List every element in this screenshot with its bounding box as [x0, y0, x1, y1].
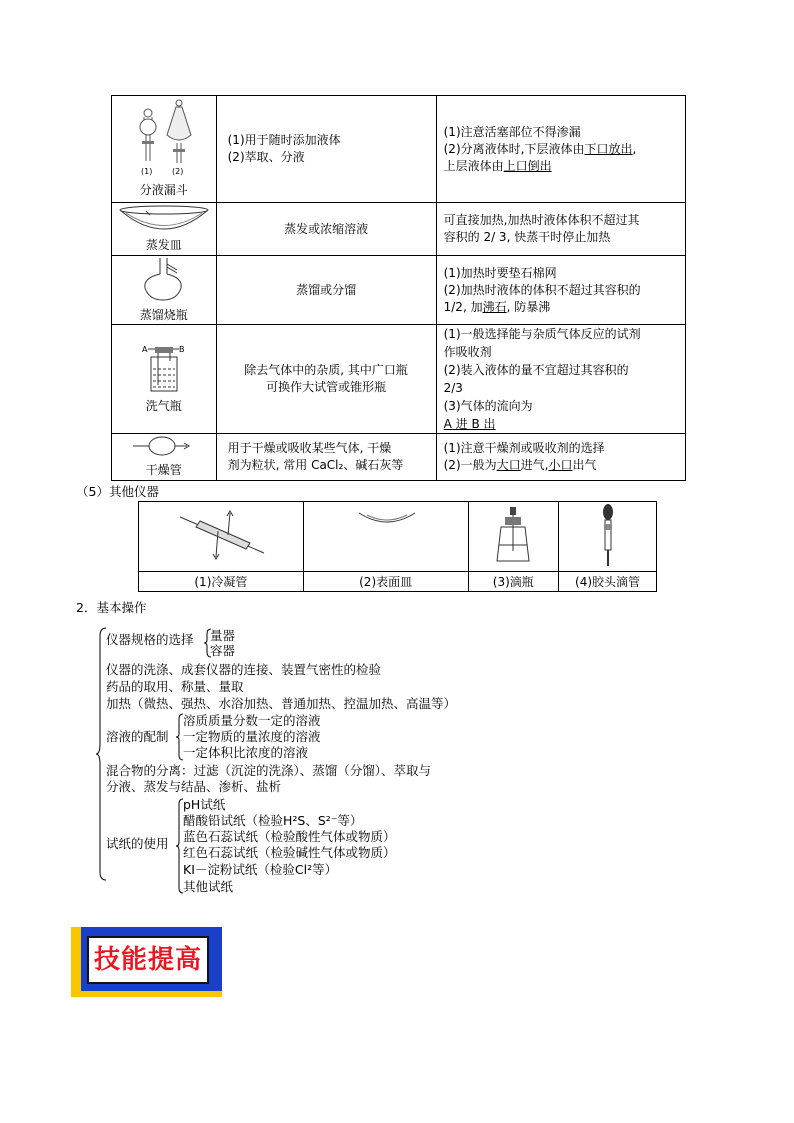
- instrument-cell: [112, 434, 217, 481]
- use-line: (2)萃取、分液: [227, 150, 305, 164]
- note-line: (3)气体的流向为: [443, 399, 533, 413]
- outlet-label: B: [178, 345, 185, 354]
- op-separation: 分液、蒸发与结晶、渗析、盐析: [106, 779, 282, 794]
- note-line: 上层液体由上口倒出: [443, 158, 552, 173]
- note-line: (2)分离液体时,下层液体由下口放出,: [443, 141, 637, 156]
- skill-banner: [71, 927, 222, 997]
- paper-item: 红色石蕊试纸（检验碱性气体或物质）: [183, 845, 396, 860]
- caption: (2)表面皿: [303, 572, 468, 592]
- gas-washing-bottle-icon: [139, 343, 189, 393]
- instrument-table: [111, 95, 686, 481]
- table-row: [112, 325, 686, 434]
- op-drug: 药品的取用、称量、量取: [106, 679, 244, 694]
- instrument-name: 分液漏斗: [139, 183, 188, 197]
- table-row: [112, 96, 686, 203]
- paper-item: pH试纸: [183, 797, 226, 812]
- separatory-funnel-icon: [129, 99, 199, 177]
- solution-item: 一定物质的量浓度的溶液: [183, 729, 321, 744]
- other-instruments-table: [138, 501, 657, 592]
- op-paper-label: 试纸的使用: [106, 836, 169, 851]
- table-row: [112, 434, 686, 481]
- evaporating-dish-icon: [116, 204, 212, 232]
- use-cell: 蒸发或浓缩溶液: [216, 203, 436, 256]
- instrument-name: 洗气瓶: [145, 399, 182, 413]
- note-line: 容积的 2/ 3, 快蒸干时停止加热: [443, 230, 611, 244]
- use-line: 可换作大试管或锥形瓶: [266, 380, 387, 394]
- drying-tube-icon: [129, 435, 199, 457]
- banner-title: 技能提高: [87, 936, 209, 984]
- instrument-image-cell: [559, 502, 657, 572]
- paper-item: KI－淀粉试纸（检验Cl²等）: [183, 862, 338, 877]
- notes-cell: [436, 434, 685, 481]
- instrument-cell: [112, 203, 217, 256]
- condenser-icon: [166, 507, 276, 563]
- op-heat: 加热（微热、强热、水浴加热、普通加热、控温加热、高温等）: [106, 696, 457, 711]
- note-line: (2)加热时液体的体积不超过其容积的: [443, 282, 641, 297]
- note-line: (1)注意干燥剂或吸收剂的选择: [443, 441, 605, 455]
- instrument-image-cell: [139, 502, 304, 572]
- notes-cell: [436, 325, 685, 434]
- notes-cell: [436, 96, 685, 203]
- note-line: (1)一般选择能与杂质气体反应的试剂: [443, 327, 641, 341]
- instrument-cell: [112, 325, 217, 434]
- table-row: [112, 203, 686, 256]
- spec-item: 容器: [210, 643, 236, 658]
- table-row: [112, 256, 686, 325]
- section-heading: （5）其他仪器: [76, 484, 159, 499]
- label-1: (1): [140, 167, 153, 176]
- op-solution-label: 溶液的配制: [106, 729, 169, 744]
- banner-accent: [71, 927, 81, 997]
- note-line: (2)一般为大口进气,小口出气: [443, 458, 597, 472]
- note-line: 1/2, 加沸石, 防暴沸: [443, 299, 551, 314]
- caption: (4)胶头滴管: [559, 572, 657, 592]
- use-line: (1)用于随时添加液体: [227, 133, 341, 147]
- distilling-flask-icon: [139, 256, 189, 302]
- paper-item: 醋酸铅试纸（检验H²S、S²⁻等）: [183, 813, 363, 828]
- use-line: 除去气体中的杂质, 其中广口瓶: [244, 363, 408, 377]
- notes-cell: [436, 203, 685, 256]
- watch-glass-icon: [331, 507, 441, 563]
- note-line: (1)加热时要垫石棉网: [443, 265, 557, 280]
- instrument-cell: [112, 96, 217, 203]
- note-line: 2/3: [443, 381, 463, 395]
- paper-item: 蓝色石蕊试纸（检验酸性气体或物质）: [183, 829, 396, 844]
- use-cell: [216, 434, 436, 481]
- op-separation: 混合物的分离：过滤（沉淀的洗涤）、蒸馏（分馏）、萃取与: [106, 763, 432, 778]
- note-line: A 进 B 出: [443, 417, 496, 431]
- notes-cell: [436, 256, 685, 325]
- use-cell: [216, 325, 436, 434]
- note-line: 可直接加热,加热时液体体积不超过其: [443, 213, 640, 227]
- instrument-image-cell: [303, 502, 468, 572]
- use-line: 剂为粒状, 常用 CaCl₂、碱石灰等: [227, 458, 404, 472]
- use-cell: [216, 96, 436, 203]
- inlet-label: A: [141, 345, 148, 354]
- section-heading: 2．基本操作: [76, 600, 147, 615]
- banner-accent: [71, 991, 222, 997]
- instrument-name: 干燥管: [145, 463, 182, 477]
- instrument-cell: [112, 256, 217, 325]
- instrument-image-cell: [468, 502, 559, 572]
- solution-item: 溶质质量分数一定的溶液: [183, 713, 321, 728]
- note-line: 作吸收剂: [443, 345, 492, 359]
- op-wash: 仪器的洗涤、成套仪器的连接、装置气密性的检验: [106, 662, 382, 677]
- dropper-icon: [588, 502, 628, 568]
- paper-item: 其他试纸: [183, 879, 234, 894]
- use-line: 用于干燥或吸收某些气体, 干燥: [227, 441, 392, 455]
- table-row: [139, 502, 657, 572]
- note-line: (1)注意活塞部位不得渗漏: [443, 124, 581, 139]
- dropper-bottle-icon: [483, 505, 543, 565]
- solution-item: 一定体积比浓度的溶液: [183, 745, 309, 760]
- use-cell: 蒸馏或分馏: [216, 256, 436, 325]
- spec-item: 量器: [210, 628, 236, 643]
- table-row: [139, 572, 657, 592]
- note-line: (2)装入液体的量不宜超过其容积的: [443, 363, 629, 377]
- instrument-name: 蒸发皿: [145, 238, 182, 252]
- caption: (1)冷凝管: [139, 572, 304, 592]
- caption: (3)滴瓶: [468, 572, 559, 592]
- label-2: (2): [171, 167, 184, 176]
- instrument-name: 蒸馏烧瓶: [139, 308, 188, 322]
- op-spec-label: 仪器规格的选择: [106, 632, 194, 647]
